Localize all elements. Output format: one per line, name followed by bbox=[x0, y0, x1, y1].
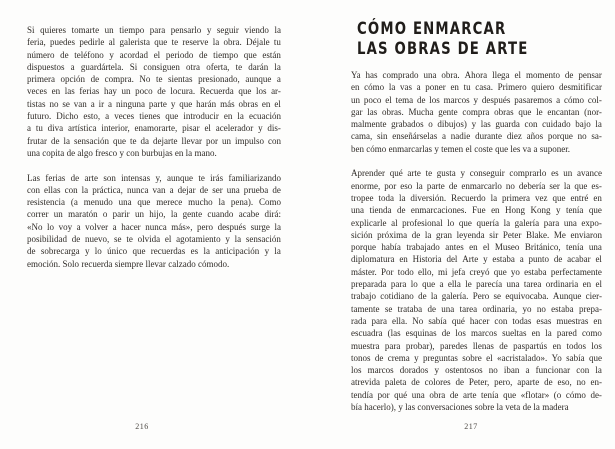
text-line: gar las obras. Mucha gente compra obras que le encantan (nor- bbox=[351, 106, 602, 117]
text-line: enorme, por eso la parte de enmarcarlo no debería ser la que es- bbox=[351, 180, 602, 191]
text-line: correr un maratón o parir un hijo, la gente cuando acabe dirá: bbox=[27, 209, 281, 220]
text-line: feria, puedes pedirle al galerista que te reserve la obra. Déjale tu bbox=[27, 37, 281, 48]
text-line: a tu diva artística interior, enamorarte, pisar el acelerador y dis- bbox=[27, 123, 281, 134]
text-line: malmente grabados o dibujos) y las guarda con cuidado bajo la bbox=[351, 119, 602, 130]
right-page-number: 217 bbox=[464, 421, 478, 431]
text-line: tamente se trataba de una tarea ordinaria, yo no estaba prepa- bbox=[351, 303, 602, 314]
text-line: emoción. Solo recuerda siempre llevar calzado cómodo. bbox=[27, 258, 230, 269]
text-line: tropee toda la diversión. Recuerdo la primera vez que entré en bbox=[351, 192, 602, 203]
chapter-heading bbox=[357, 19, 548, 59]
text-line: «No lo voy a volver a hacer nunca más», pero después surge la bbox=[27, 221, 281, 232]
paragraph bbox=[27, 172, 281, 270]
text-line: una tienda de enmarcaciones. Fue en Hong Kong y tenía que bbox=[351, 205, 602, 216]
text-line: explicarle al profesional lo que quería la galería para una expo- bbox=[351, 217, 602, 228]
text-line: tendía por qué una obra de arte tenía que «flotar» (o cómo de- bbox=[351, 389, 602, 400]
text-line: máster. Por todo ello, mi jefa creyó que yo estaba perfectamente bbox=[351, 266, 602, 277]
text-line: una copita de algo fresco y con burbujas en la mano. bbox=[27, 147, 217, 158]
left-page-number: 216 bbox=[135, 421, 149, 431]
text-line: bía hacerlo), y las conversaciones sobre la veta de la madera bbox=[351, 402, 569, 413]
left-page-body-text bbox=[27, 24, 281, 270]
text-line: número de teléfono y acordad el periodo de tiempo que están bbox=[27, 49, 281, 60]
text-line: los marcos dorados y ostentosos no iban a funcionar con la bbox=[351, 365, 602, 376]
text-line: preparada para lo que a ella le parecía una tarea ordinaria en el bbox=[351, 279, 602, 290]
right-page-body-text bbox=[351, 69, 602, 413]
text-line: Las ferias de arte son intensas y, aunque te irás familiarizando bbox=[27, 172, 281, 183]
right-page-content bbox=[351, 19, 602, 413]
text-line: escuadra (las esquinas de los marcos sueltas en la pared como bbox=[351, 328, 602, 339]
text-line: en cómo la vas a poner en tu casa. Primero quiero desmitificar bbox=[351, 82, 602, 93]
text-line: cama, sin enseñárselas a nadie durante diez años porque no sa- bbox=[351, 131, 602, 142]
text-line: Ya has comprado una obra. Ahora llega el momento de pensar bbox=[351, 70, 602, 80]
text-line: Aprender qué arte te gusta y conseguir comprarlo es un avance bbox=[351, 168, 602, 179]
text-line: Si quieres tomarte un tiempo para pensarlo y seguir viendo la bbox=[27, 25, 281, 35]
text-line: posibilidad de nuevo, se te olvida el agotamiento y la sensación bbox=[27, 234, 281, 245]
text-line: dispuestos a guardártela. Si consiguen otra oferta, te darán la bbox=[27, 61, 281, 72]
text-line: futuro. Dicho esto, a veces tienes que introducir en la ecuación bbox=[27, 111, 281, 122]
text-line: con ellas con la práctica, nunca van a dejar de ser una prueba de bbox=[27, 184, 281, 195]
text-line: tistas no se van a ir a ninguna parte y que harán más obras en el bbox=[27, 98, 281, 109]
paragraph bbox=[351, 167, 602, 413]
text-line: ben cómo enmarcarlas y temen el coste que les va a suponer. bbox=[351, 143, 570, 154]
text-line: atrevida paleta de colores de Peter, pero, aparte de eso, no en- bbox=[351, 377, 602, 388]
text-line: sición próxima de la gran leyenda sir Peter Blake. Me enviaron bbox=[351, 229, 602, 240]
text-line: diplomatura en Historia del Arte y estaba a punto de acabar el bbox=[351, 254, 602, 265]
text-line: un poco el tema de los marcos y después pasaremos a cómo col- bbox=[351, 94, 602, 105]
chapter-heading-line-2: LAS OBRAS DE ARTE bbox=[357, 39, 529, 59]
text-line: veces en las ferias hay un poco de locura. Recuerda que los ar- bbox=[27, 86, 281, 97]
chapter-heading-line-1: CÓMO ENMARCAR bbox=[357, 19, 507, 39]
paragraph bbox=[27, 24, 281, 159]
text-line: trabajo cotidiano de la galería. Pero se equivocaba. Aunque cier- bbox=[351, 291, 602, 302]
text-line: tonos de crema y preguntas sobre el «acristalado». Yo sabía que bbox=[351, 352, 602, 363]
text-line: frutar de la sensación que te da dejarte llevar por un impulso con bbox=[27, 135, 281, 146]
text-line: resistencia (a menudo una que merece mucho la pena). Como bbox=[27, 197, 281, 208]
text-line: porque había trabajado antes en el Museo Británico, tenía una bbox=[351, 242, 602, 253]
paragraph bbox=[351, 69, 602, 155]
text-line: rada para ella. No sabía qué hacer con todas esas muestras en bbox=[351, 315, 602, 326]
text-line: primera opción de compra. No te sientas presionado, aunque a bbox=[27, 74, 281, 85]
text-line: de sobrecarga y lo único que recuerdas es la anticipación y la bbox=[27, 246, 281, 257]
text-line: muestra para probar), paredes llenas de paspartús en todos los bbox=[351, 340, 602, 351]
